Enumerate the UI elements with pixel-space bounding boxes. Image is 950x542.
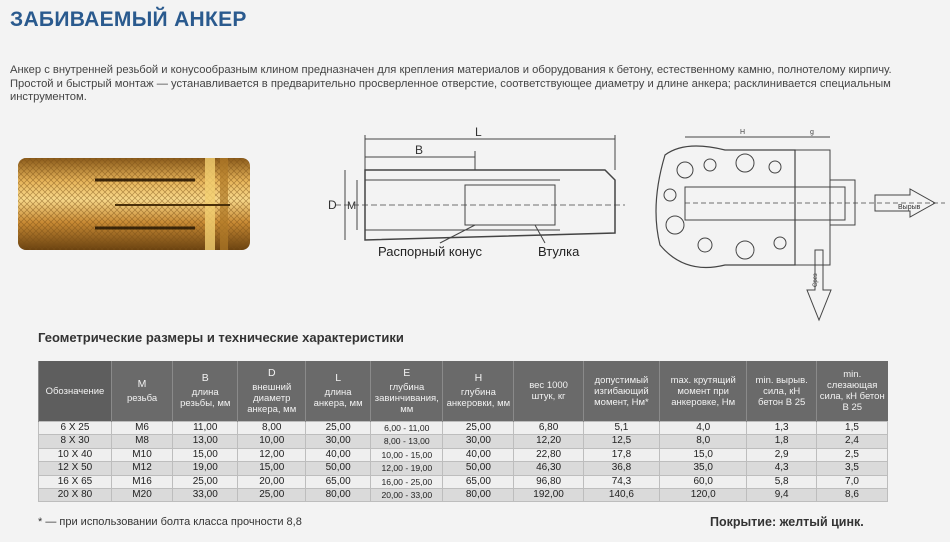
cell: 1,5: [817, 422, 888, 435]
table-row: [39, 475, 888, 488]
col-outer-diameter: D внешний диаметр анкера, мм: [238, 361, 306, 422]
cell: M12: [111, 462, 172, 475]
cell: 2,9: [747, 448, 817, 461]
cell: 12,00: [238, 448, 306, 461]
col-max-torque: max. крутящий момент при анкеровке, Нм: [660, 361, 747, 422]
cell: 12,5: [583, 435, 659, 448]
cell: M20: [111, 489, 172, 502]
cell: M6: [111, 422, 172, 435]
specs-table: [38, 361, 888, 502]
cell: 2,5: [817, 448, 888, 461]
cell: 65,00: [443, 475, 514, 488]
dim-M-label: M: [347, 200, 357, 212]
cell: 140,6: [583, 489, 659, 502]
cell: 12,00 - 19,00: [371, 462, 443, 475]
table-row: [39, 435, 888, 448]
install-H-label: H: [740, 129, 746, 136]
cell: 74,3: [583, 475, 659, 488]
cell: 25,00: [306, 422, 371, 435]
sleeve-label: Втулка: [538, 244, 580, 259]
table-subtitle: Геометрические размеры и технические характеристики: [38, 330, 404, 345]
cell: 6,80: [514, 422, 583, 435]
install-g-label: g: [810, 129, 814, 136]
cell: 6 X 25: [39, 422, 112, 435]
cell: 11,00: [173, 422, 238, 435]
cell: 46,30: [514, 462, 583, 475]
cell: 36,8: [583, 462, 659, 475]
cell: 50,00: [306, 462, 371, 475]
cell: M8: [111, 435, 172, 448]
col-weight: вес 1000 штук, кг: [514, 361, 583, 422]
cell: 8,0: [660, 435, 747, 448]
cell: 20,00: [238, 475, 306, 488]
cell: 8,00: [238, 422, 306, 435]
cell: 19,00: [173, 462, 238, 475]
cell: 10 X 40: [39, 448, 112, 461]
cell: 16 X 65: [39, 475, 112, 488]
cell: 10,00: [238, 435, 306, 448]
table-row: [39, 489, 888, 502]
cell: 40,00: [306, 448, 371, 461]
cell: 25,00: [443, 422, 514, 435]
cell: 5,1: [583, 422, 659, 435]
shear-label: Срез: [813, 273, 819, 287]
cell: 13,00: [173, 435, 238, 448]
col-designation: Обозначение: [39, 361, 112, 422]
page-title: ЗАБИВАЕМЫЙ АНКЕР: [10, 8, 247, 31]
cell: 16,00 - 25,00: [371, 475, 443, 488]
col-thread-length: B длина резьбы, мм: [173, 361, 238, 422]
cell: 5,8: [747, 475, 817, 488]
table-row: [39, 422, 888, 435]
dim-B-label: B: [415, 143, 424, 157]
table-row: [39, 448, 888, 461]
cell: 15,00: [238, 462, 306, 475]
cell: 15,0: [660, 448, 747, 461]
cell: 80,00: [443, 489, 514, 502]
cell: 1,3: [747, 422, 817, 435]
cell: 35,0: [660, 462, 747, 475]
cell: 120,0: [660, 489, 747, 502]
cell: 96,80: [514, 475, 583, 488]
cell: 30,00: [306, 435, 371, 448]
cell: 60,0: [660, 475, 747, 488]
cell: 50,00: [443, 462, 514, 475]
cell: 4,0: [660, 422, 747, 435]
cell: 2,4: [817, 435, 888, 448]
footnote: * — при использовании болта класса прочности 8,8: [38, 516, 302, 528]
cell: M16: [111, 475, 172, 488]
cell: M10: [111, 448, 172, 461]
col-thread: M резьба: [111, 361, 172, 422]
cell: 65,00: [306, 475, 371, 488]
dim-L-label: L: [475, 125, 482, 139]
col-pullout-force: min. вырыв. сила, кН бетон В 25: [747, 361, 817, 422]
cell: 8,6: [817, 489, 888, 502]
dim-D-label: D: [328, 198, 337, 212]
anchor-photo: [15, 150, 255, 255]
cone-label: Распорный конус: [378, 244, 482, 259]
cell: 3,5: [817, 462, 888, 475]
cell: 20,00 - 33,00: [371, 489, 443, 502]
cell: 1,8: [747, 435, 817, 448]
cell: 22,80: [514, 448, 583, 461]
cell: 10,00 - 15,00: [371, 448, 443, 461]
cell: 9,4: [747, 489, 817, 502]
cell: 40,00: [443, 448, 514, 461]
cell: 7,0: [817, 475, 888, 488]
cell: 12,20: [514, 435, 583, 448]
installation-diagram: [645, 125, 945, 325]
cell: 192,00: [514, 489, 583, 502]
pull-out-label: Вырыв: [898, 204, 921, 211]
cell: 8 X 30: [39, 435, 112, 448]
cell: 25,00: [173, 475, 238, 488]
specs-header-row: [39, 361, 888, 422]
col-anchor-depth: H глубина анкеровки, мм: [443, 361, 514, 422]
cell: 30,00: [443, 435, 514, 448]
table-row: [39, 462, 888, 475]
cell: 15,00: [173, 448, 238, 461]
cell: 8,00 - 13,00: [371, 435, 443, 448]
coating-note: Покрытие: желтый цинк.: [710, 515, 864, 529]
cell: 17,8: [583, 448, 659, 461]
cell: 80,00: [306, 489, 371, 502]
cell: 4,3: [747, 462, 817, 475]
cell: 25,00: [238, 489, 306, 502]
cell: 33,00: [173, 489, 238, 502]
cell: 20 X 80: [39, 489, 112, 502]
cell: 12 X 50: [39, 462, 112, 475]
product-description: Анкер с внутренней резьбой и конусообразным клином предназначен для крепления материалов и оборудования к бетону, естественному камню, полнотелому кирпичу. Простой и быстрый монтаж — устанавливается в предварительно просверленное отверстие, соответствующее диаметру и длине анкера; расклинивается специальным инструментом.: [10, 64, 892, 103]
col-bending-moment: допустимый изгибающий момент, Нм*: [583, 361, 659, 422]
col-anchor-length: L длина анкера, мм: [306, 361, 371, 422]
col-screw-depth: E глубина завинчивания, мм: [371, 361, 443, 422]
cell: 6,00 - 11,00: [371, 422, 443, 435]
col-shear-force: min. слезающая сила, кН бетон В 25: [817, 361, 888, 422]
